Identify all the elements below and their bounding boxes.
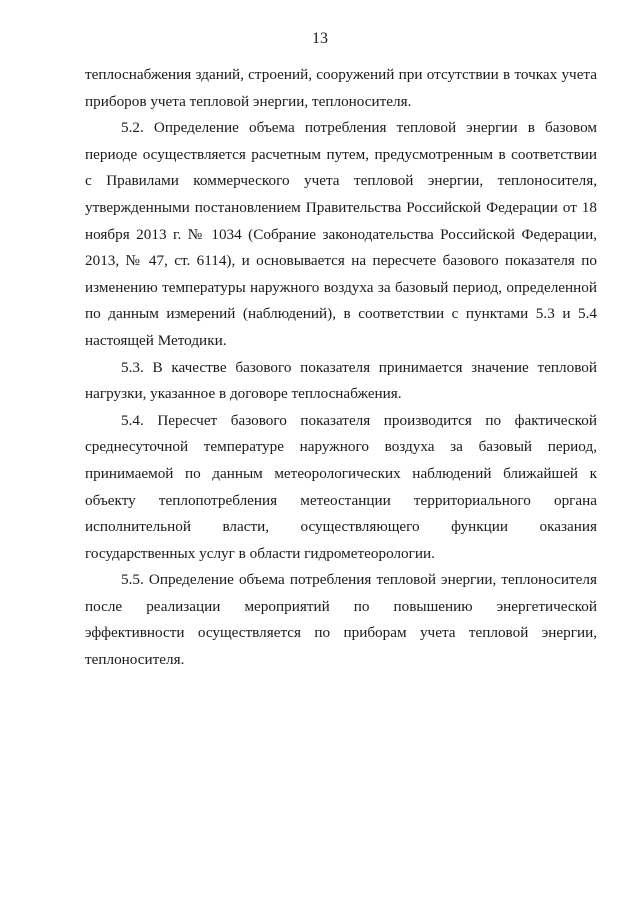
paragraph-5-2: 5.2. Определение объема потребления тепловой энергии в базовом периоде осуществляется расчетным путем, предусмотренным в соответствии с Правилами коммерческого учета тепловой энергии, теплоносителя, утвержденными постановлением Правительства Российской Федерации от 18 ноября 2013 г. № 1034 (Собрание законодательства Российской Федерации, 2013, № 47, ст. 6114), и основывается на пересчете базового показателя по изменению температуры наружного воздуха за базовый период, определенной по данным измерений (наблюдений), в соответствии с пунктами 5.3 и 5.4 настоящей Методики.: [85, 119, 597, 349]
paragraph-5-5: 5.5. Определение объема потребления тепловой энергии, теплоносителя после реализации мероприятий по повышению энергетической эффективности осуществляется по приборам учета тепловой энергии, теплоносителя.: [85, 571, 597, 669]
paragraph-5-3: 5.3. В качестве базового показателя принимается значение тепловой нагрузки, указанное в договоре теплоснабжения.: [85, 358, 597, 403]
paragraph-5-4: 5.4. Пересчет базового показателя производится по фактической среднесуточной температуре наружного воздуха за базовый период, принимаемой по данным метеорологических наблюдений ближайшей к объекту теплопотребления метеостанции территориального органа исполнительной власти, осуществляющего функции оказания государственных услуг в области гидрометеорологии.: [85, 411, 597, 562]
page-number: 13: [312, 30, 328, 47]
paragraph-continuation: теплоснабжения зданий, строений, сооружений при отсутствии в точках учета приборов учета тепловой энергии, теплоносителя.: [85, 66, 597, 110]
document-body: [85, 62, 597, 674]
